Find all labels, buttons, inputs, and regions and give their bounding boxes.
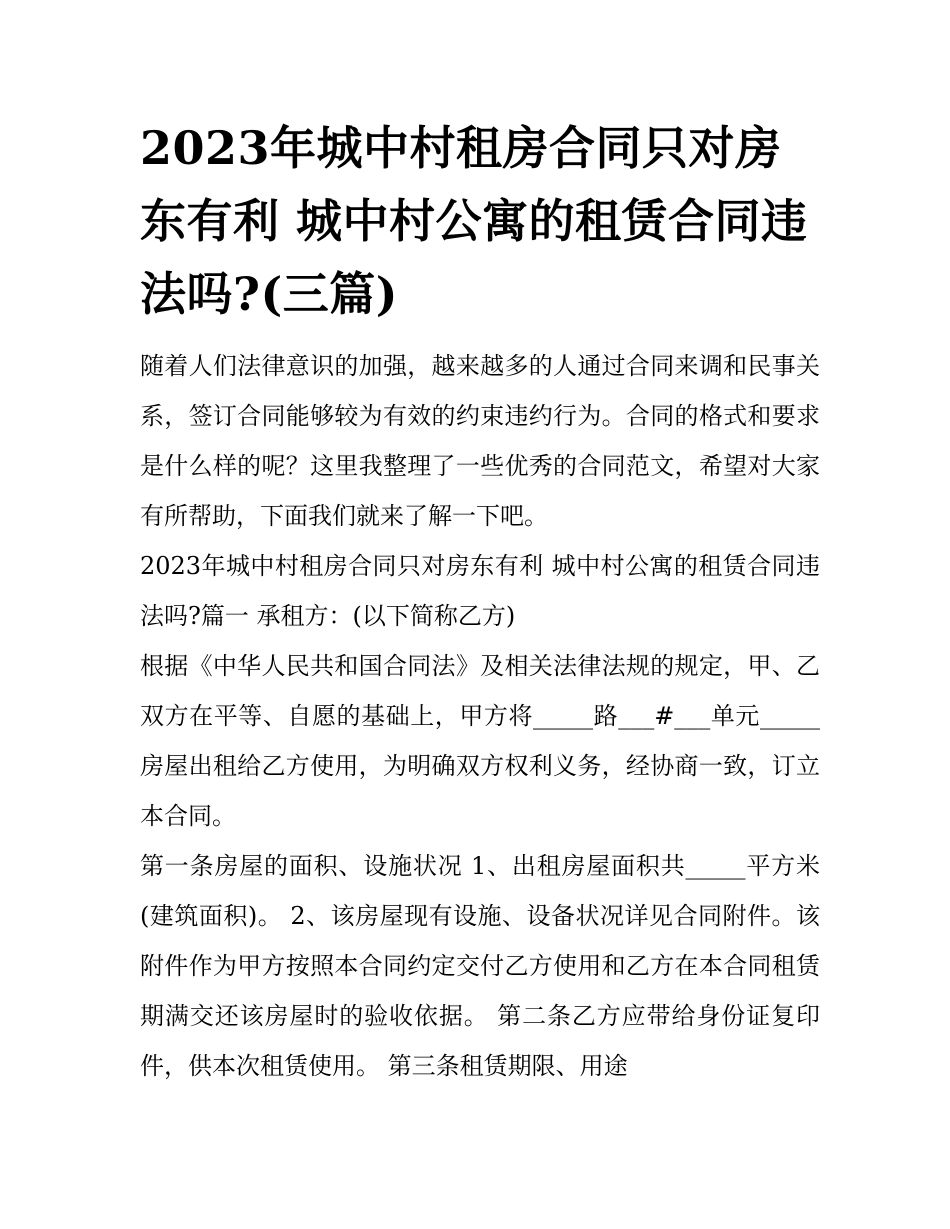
document-title: 2023年城中村租房合同只对房东有利 城中村公寓的租赁合同违法吗?(三篇) (140, 121, 808, 321)
clauses-paragraph: 第一条房屋的面积、设施状况 1、出租房屋面积共_____平方米(建筑面积)。 2、该房屋现有设施、设备状况详见合同附件。该附件作为甲方按照本合同约定交付乙方使用和乙方在本合同租赁期满交还该房屋时的验收依据。 第二条乙方应带给身份证复印件，供本次租赁使用。 第三条租赁期限、用途 (140, 852, 820, 1080)
document-page (140, 112, 820, 1091)
intro-paragraph: 随着人们法律意识的加强，越来越多的人通过合同来调和民事关系，签订合同能够较为有效的约束违约行为。合同的格式和要求是什么样的呢？这里我整理了一些优秀的合同范文，希望对大家有所帮助，下面我们就来了解一下吧。 (140, 352, 820, 530)
preamble-paragraph: 根据《中华人民共和国合同法》及相关法律法规的规定，甲、乙双方在平等、自愿的基础上，甲方将_____路___#___单元_____房屋出租给乙方使用，为明确双方权利义务，经协商一致，订立本合同。 (140, 652, 820, 830)
section-heading-paragraph: 2023年城中村租房合同只对房东有利 城中村公寓的租赁合同违法吗?篇一 承租方：(以下简称乙方) (140, 552, 820, 630)
